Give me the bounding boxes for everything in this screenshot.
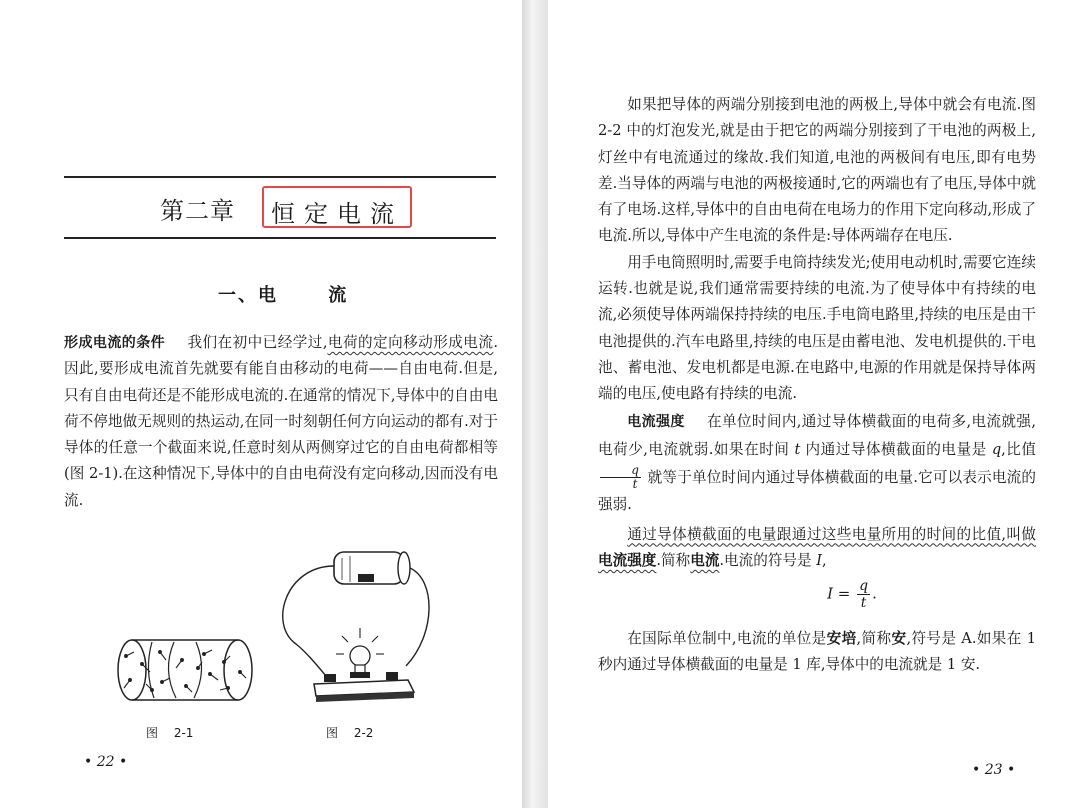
paragraph-continuous-current: 用手电筒照明时,需要手电筒持续发光;使用电动机时,需要它连续运转.也就是说,我们通常需要持续的电流.为了使导体中有持续的电流,必须使导体两端保持持续的电压.手电筒电路里,持续的电压是由干电池提供的.汽车电路里,持续的电压是由蓄电池、发电机提供的.干电池、蓄电池、发电机都是电源.在电路中,电源的作用就是保持导体两端的电压,使电路有持续的电流. (598, 253, 1036, 403)
inline-fraction: $\frac{q}{t}$ (600, 464, 641, 491)
math-variable: q (991, 441, 1002, 459)
wavy-underlined-text: 通过导体横截面的电量跟通过这些电量所用的时间的比值,叫做电流强度 (598, 525, 1036, 569)
math-variable: I (816, 551, 823, 569)
paragraph-heading: 形成电流的条件 (64, 335, 166, 351)
formula-fraction: $\frac{q}{t}$ (859, 578, 869, 612)
paragraph-text: 在单位时间内,通过导体横截面的电荷多,电流就强,电荷少,电流就弱.如果在时间 (598, 412, 1037, 459)
paragraph-text: 我们在初中已经学过, (187, 334, 328, 351)
section-title: 一、电 流 (218, 285, 349, 306)
chapter-rule-bottom (64, 237, 496, 239)
paragraph-text: .因此,要形成电流首先就要有能自由移动的电荷——自由电荷.但是,只有自由电荷还是不能形成电流的.在通常的情况下,导体中的自由电荷不停地做无规则的热运动,在同一时刻朝任何方向运动的都有.对于导体的任意一个截面来说,任意时刻从两侧穿过它的自由电荷都相等(图 2-1).在这种情况下,导体中的自由电荷没有定向移动,因而没有电流. (64, 334, 498, 509)
paragraph-heading: 电流强度 (627, 413, 685, 430)
paragraph-text: 内通过导体横截面的电量是 (800, 441, 992, 459)
chapter-number: 第二章 (160, 197, 235, 225)
chapter-title-highlight (262, 186, 412, 228)
figure-2-2-circuit-illustration (276, 544, 446, 704)
bold-term: 安 (891, 630, 907, 648)
left-page (0, 0, 522, 808)
right-page-text (598, 92, 1036, 679)
paragraph-text: 就等于单位时间内通过导体横截面的电量.它可以表示电流的强弱. (598, 468, 1036, 514)
figure-2-1-caption: 图 2-1 (146, 726, 194, 740)
bold-term: 安培 (826, 630, 857, 648)
bold-term: 电流强度 (598, 551, 657, 569)
paragraph-definition: 通过导体横截面的电量跟通过这些电量所用的时间的比值,叫做电流强度.简称电流.电流的符号是 I, (598, 525, 1036, 569)
page-number-right: • 23 • (972, 762, 1016, 778)
bold-term: 电流 (690, 551, 720, 569)
chapter-rule-top (64, 176, 496, 178)
paragraph-si-unit: 在国际单位制中,电流的单位是安培,简称安,符号是 A.如果在 1 秒内通过导体横截面的电量是 1 库,导体中的电流就是 1 安. (598, 630, 1037, 674)
chapter-title: 恒定电流 (271, 200, 403, 228)
wavy-underlined-text: 电荷的定向移动形成电流 (327, 334, 494, 351)
page-number-left: • 22 • (84, 754, 128, 770)
figure-2-2-caption: 图 2-2 (326, 726, 374, 740)
book-gutter (522, 0, 548, 808)
figure-2-1-conductor-illustration (112, 632, 260, 708)
paragraph-current-conditions: 如果把导体的两端分别接到电池的两极上,导体中就会有电流.图 2-2 中的灯泡发光,就是由于把它的两端分别接到了干电池的两极上,灯丝中有电流通过的缘故.我们知道,电池的两极间有电压,即有电势差.当导体的两端与电池的两极接通时,它的两端也有了电压,导体中就有了电场.这样,导体中的自由电荷在电场力的作用下定向移动,形成了电流.所以,导体中产生电流的条件是:导体两端存在电压. (598, 96, 1036, 245)
paragraph-current-intensity (598, 408, 1036, 519)
math-variable: t (794, 441, 801, 459)
left-paragraph (64, 330, 498, 514)
paragraph-text: ,比值 (1001, 441, 1036, 459)
current-formula: I = $\frac{q}{t}$ . (827, 578, 877, 612)
